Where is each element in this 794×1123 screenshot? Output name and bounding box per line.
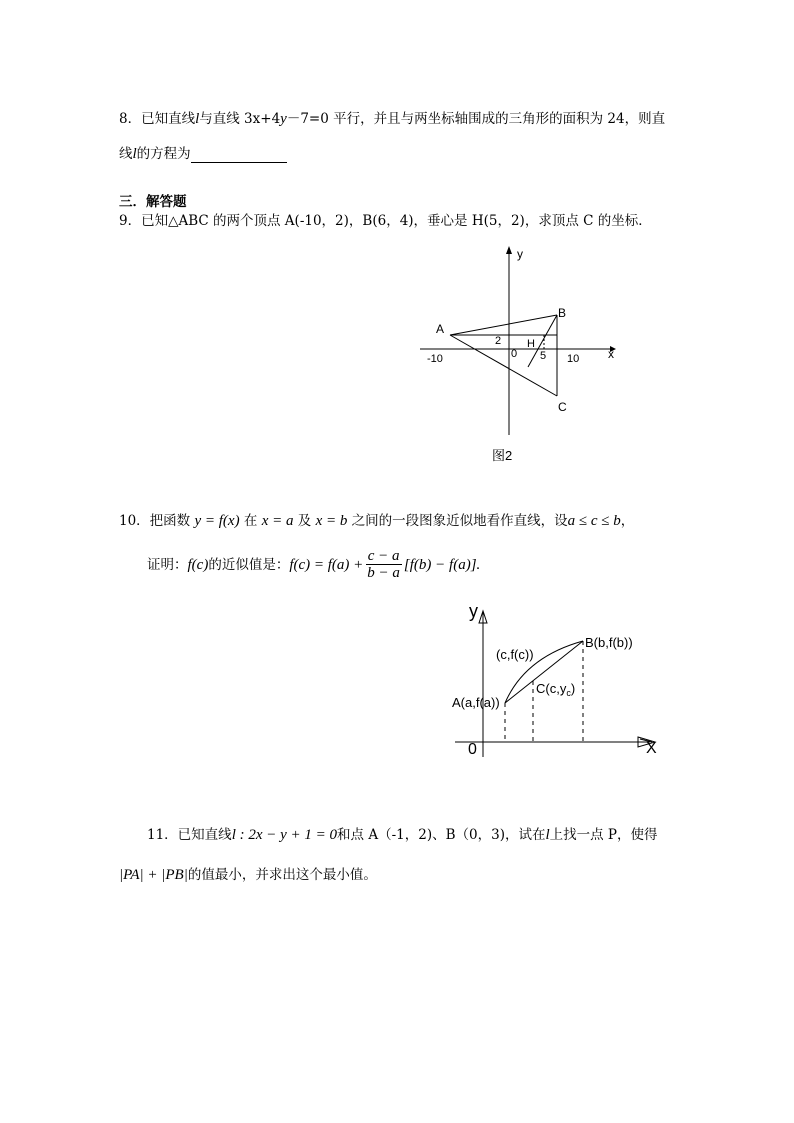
fraction-denominator: b − a	[367, 565, 400, 581]
q8-line1	[119, 110, 665, 128]
q10-expr-xa: x = a	[261, 513, 294, 529]
q10-text-a: 10．把函数	[119, 513, 191, 529]
q10-expr-lhs: f(c) = f(a) +	[289, 556, 364, 573]
label-origin: 0	[468, 741, 477, 758]
q11-text-d: 的值最小，并求出这个最小值。	[187, 867, 377, 883]
fraction-numerator: c − a	[367, 548, 400, 564]
q8-text-c: －7=0 平行，并且与两坐标轴围成的三角形的面积为 24，则直	[286, 111, 666, 127]
label-c	[536, 681, 575, 698]
q8-var-l2: l	[132, 146, 137, 162]
section-title: 三．解答题	[119, 194, 187, 210]
label-a: A(a,f(a))	[452, 695, 500, 710]
figure-caption: 图2	[492, 448, 513, 463]
q11-line2	[119, 866, 377, 884]
label-c-sub: c	[566, 688, 571, 698]
label-y: y	[517, 247, 523, 261]
y-arrow-icon	[506, 246, 512, 254]
label-x: x	[608, 347, 614, 361]
side-ab	[450, 315, 557, 335]
q11-text-c: 上找一点 P，使得	[549, 827, 658, 843]
q8-text-a: 8．已知直线	[119, 111, 196, 127]
q10-line1	[119, 512, 634, 530]
q9-figure	[415, 243, 635, 468]
q10-text-d: 之间的一段图象近似地看作直线，设	[351, 513, 568, 529]
answer-blank	[191, 148, 287, 163]
q11-var-l: l	[545, 827, 550, 843]
q10-text-b: 在	[243, 513, 258, 529]
label-tick-2: 2	[495, 335, 502, 347]
q10-fraction	[365, 548, 402, 581]
q8-line2	[119, 145, 287, 163]
label-tick-minus10: -10	[427, 353, 443, 365]
q8-text-b: 与直线 3x+4	[199, 111, 281, 127]
q10-line2	[147, 548, 480, 581]
q8-var-l: l	[195, 111, 200, 127]
label-curve-point: (c,f(c))	[496, 647, 534, 662]
q10-expr-xb: x = b	[315, 513, 348, 529]
q8-text-d: 线	[119, 146, 133, 162]
q11-text-b: 和点 A（-1，2)、B（0，3)，试在	[337, 827, 546, 843]
q10-figure	[450, 597, 670, 762]
q8-text-e: 的方程为	[136, 146, 191, 162]
label-c-main: C(c,y	[536, 681, 567, 696]
q11-text-a: 11．已知直线	[147, 827, 232, 843]
label-b: B(b,f(b))	[585, 635, 633, 650]
q9-text: 9．已知△ABC 的两个顶点 A(-10，2)，B(6，4)，垂心是 H(5，2)，求顶点 C 的坐标．	[119, 213, 652, 229]
label-h: H	[527, 338, 535, 350]
q10-expr-acb: a ≤ c ≤ b	[567, 513, 621, 529]
label-y: y	[469, 601, 478, 621]
q10-text-f: 的近似值是：	[208, 556, 290, 573]
q10-text-e: 证明：	[147, 556, 188, 573]
q11-expr-sum: |PA| + |PB|	[119, 867, 188, 883]
q10-text-c: 及	[297, 513, 312, 529]
q11-expr-line: l : 2x − y + 1 = 0	[231, 827, 338, 843]
label-origin: 0	[511, 348, 518, 360]
label-x: X	[646, 740, 657, 757]
q10-expr-y: y = f(x)	[194, 513, 240, 529]
q8-var-y: y	[280, 111, 287, 127]
label-tick-5: 5	[540, 350, 547, 362]
label-a: A	[436, 322, 445, 336]
q10-expr-rhs: [f(b) − f(a)].	[403, 556, 481, 573]
label-tick-10: 10	[567, 353, 580, 365]
q11-line1	[147, 826, 658, 844]
label-b: B	[558, 306, 567, 320]
label-c: C	[558, 400, 567, 414]
q10-comma: ，	[620, 513, 635, 529]
q10-expr-fc: f(c)	[187, 556, 209, 573]
label-c-close: )	[570, 681, 576, 696]
